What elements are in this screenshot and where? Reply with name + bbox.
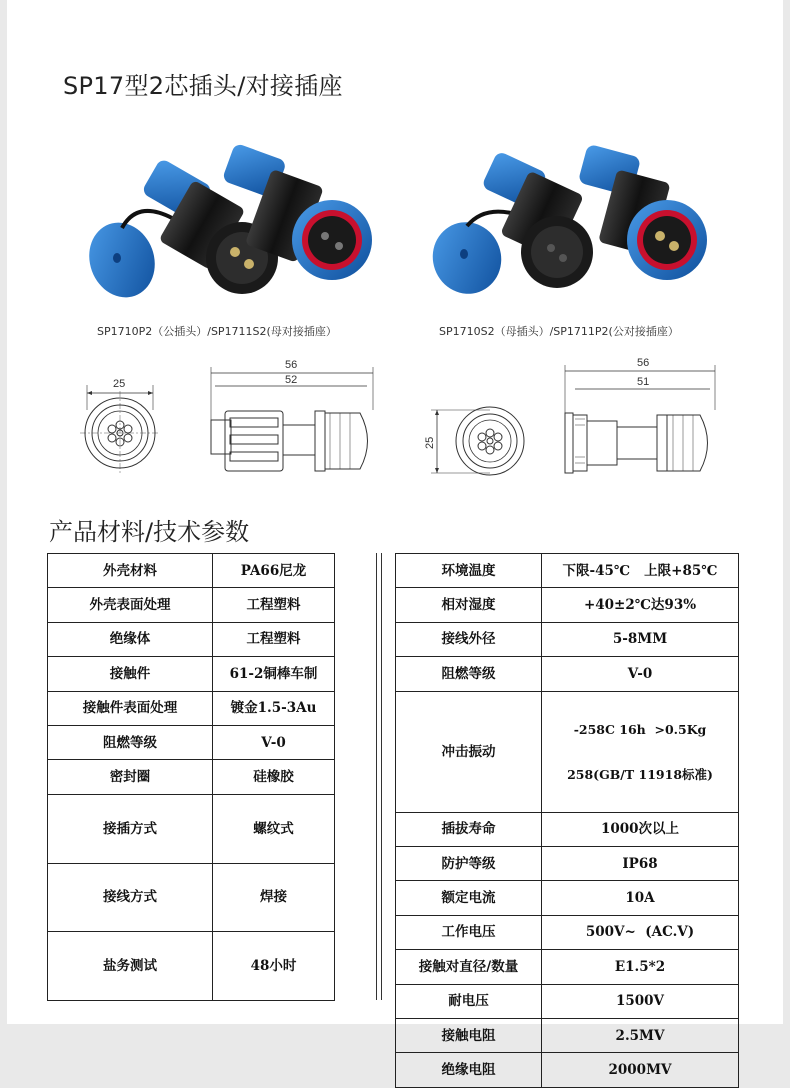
spec-value: V-0 bbox=[213, 725, 335, 759]
table-row bbox=[396, 846, 739, 880]
spec-label: 密封圈 bbox=[48, 760, 213, 794]
spec-label: 盐务测试 bbox=[48, 932, 213, 1001]
spec-value: 下限-45℃ 上限+85℃ bbox=[542, 554, 739, 588]
spec-label: 外壳材料 bbox=[48, 554, 213, 588]
table-row bbox=[48, 622, 335, 656]
spec-label: 额定电流 bbox=[396, 881, 542, 915]
spec-value: +40±2℃达93% bbox=[542, 588, 739, 622]
table-row bbox=[48, 657, 335, 691]
product-title: SP17型2芯插头/对接插座 bbox=[63, 72, 343, 100]
spec-value: 镀金1.5-3Au bbox=[213, 691, 335, 725]
table-row bbox=[396, 691, 739, 812]
spec-label: 接触对直径/数量 bbox=[396, 950, 542, 984]
spec-label: 防护等级 bbox=[396, 846, 542, 880]
table-row bbox=[48, 725, 335, 759]
spec-value: PA66尼龙 bbox=[213, 554, 335, 588]
spec-label: 外壳表面处理 bbox=[48, 588, 213, 622]
spec-value: IP68 bbox=[542, 846, 739, 880]
spec-value: 10A bbox=[542, 881, 739, 915]
spec-label: 绝缘电阻 bbox=[396, 1053, 542, 1087]
right-technical-drawing bbox=[415, 355, 735, 490]
right-total-length: 56 bbox=[637, 357, 650, 369]
right-product-caption: SP1710S2（母插头）/SP1711P2(公对接插座） bbox=[439, 325, 679, 338]
product-sheet bbox=[7, 0, 783, 1078]
spec-label: 阻燃等级 bbox=[48, 725, 213, 759]
spec-label: 相对湿度 bbox=[396, 588, 542, 622]
table-row bbox=[48, 588, 335, 622]
spec-label: 冲击振动 bbox=[396, 691, 542, 812]
spec-value: 1000次以上 bbox=[542, 812, 739, 846]
spec-label: 环境温度 bbox=[396, 554, 542, 588]
spec-label: 绝缘体 bbox=[48, 622, 213, 656]
left-product-caption: SP1710P2（公插头）/SP1711S2(母对接插座） bbox=[97, 325, 337, 338]
spec-value: 焊接 bbox=[213, 863, 335, 932]
spec-value: 500V~ (AC.V) bbox=[542, 915, 739, 949]
left-technical-drawing bbox=[75, 355, 375, 490]
spec-label: 接线外径 bbox=[396, 622, 542, 656]
table-row bbox=[48, 932, 335, 1001]
spec-label: 阻燃等级 bbox=[396, 657, 542, 691]
left-front-diameter: 25 bbox=[113, 378, 126, 390]
table-row bbox=[396, 915, 739, 949]
spec-label: 耐电压 bbox=[396, 984, 542, 1018]
table-row bbox=[396, 622, 739, 656]
table-divider bbox=[376, 553, 377, 1000]
table-row bbox=[396, 950, 739, 984]
table-row bbox=[48, 554, 335, 588]
right-body-length: 51 bbox=[637, 376, 650, 388]
materials-table bbox=[47, 553, 335, 1001]
table-row bbox=[396, 554, 739, 588]
table-row bbox=[396, 812, 739, 846]
table-divider bbox=[381, 553, 382, 1000]
spec-value-line: -258C 16h >0.5Kg bbox=[573, 721, 707, 737]
spec-value: 工程塑料 bbox=[213, 622, 335, 656]
spec-label: 插拔寿命 bbox=[396, 812, 542, 846]
spec-label: 接线方式 bbox=[48, 863, 213, 932]
table-row bbox=[48, 691, 335, 725]
table-row bbox=[396, 657, 739, 691]
table-row bbox=[396, 1053, 739, 1087]
spec-label: 工作电压 bbox=[396, 915, 542, 949]
left-body-length: 52 bbox=[285, 374, 298, 386]
spec-label: 接触件 bbox=[48, 657, 213, 691]
right-product-photo bbox=[417, 140, 717, 310]
spec-value: 1500V bbox=[542, 984, 739, 1018]
table-row bbox=[396, 588, 739, 622]
spec-value: 2.5MV bbox=[542, 1018, 739, 1052]
spec-value: V-0 bbox=[542, 657, 739, 691]
spec-value: 48小时 bbox=[213, 932, 335, 1001]
spec-value: 螺纹式 bbox=[213, 794, 335, 863]
spec-label: 接触件表面处理 bbox=[48, 691, 213, 725]
spec-value: 5-8MM bbox=[542, 622, 739, 656]
spec-value bbox=[542, 691, 739, 812]
spec-value: 2000MV bbox=[542, 1053, 739, 1087]
spec-value: E1.5*2 bbox=[542, 950, 739, 984]
spec-label: 接插方式 bbox=[48, 794, 213, 863]
spec-value: 工程塑料 bbox=[213, 588, 335, 622]
spec-value-line: 258(GB/T 11918标准) bbox=[567, 766, 713, 782]
technical-parameters-table bbox=[395, 553, 739, 1088]
table-row bbox=[48, 794, 335, 863]
spec-value: 硅橡胶 bbox=[213, 760, 335, 794]
specs-title: 产品材料/技术参数 bbox=[49, 518, 250, 546]
left-total-length: 56 bbox=[285, 359, 298, 371]
spec-label: 接触电阻 bbox=[396, 1018, 542, 1052]
right-front-diameter: 25 bbox=[424, 436, 436, 449]
left-product-photo bbox=[77, 140, 377, 310]
table-row bbox=[396, 984, 739, 1018]
table-row bbox=[396, 881, 739, 915]
table-row bbox=[48, 760, 335, 794]
spec-value: 61-2铜棒车制 bbox=[213, 657, 335, 691]
table-row bbox=[48, 863, 335, 932]
